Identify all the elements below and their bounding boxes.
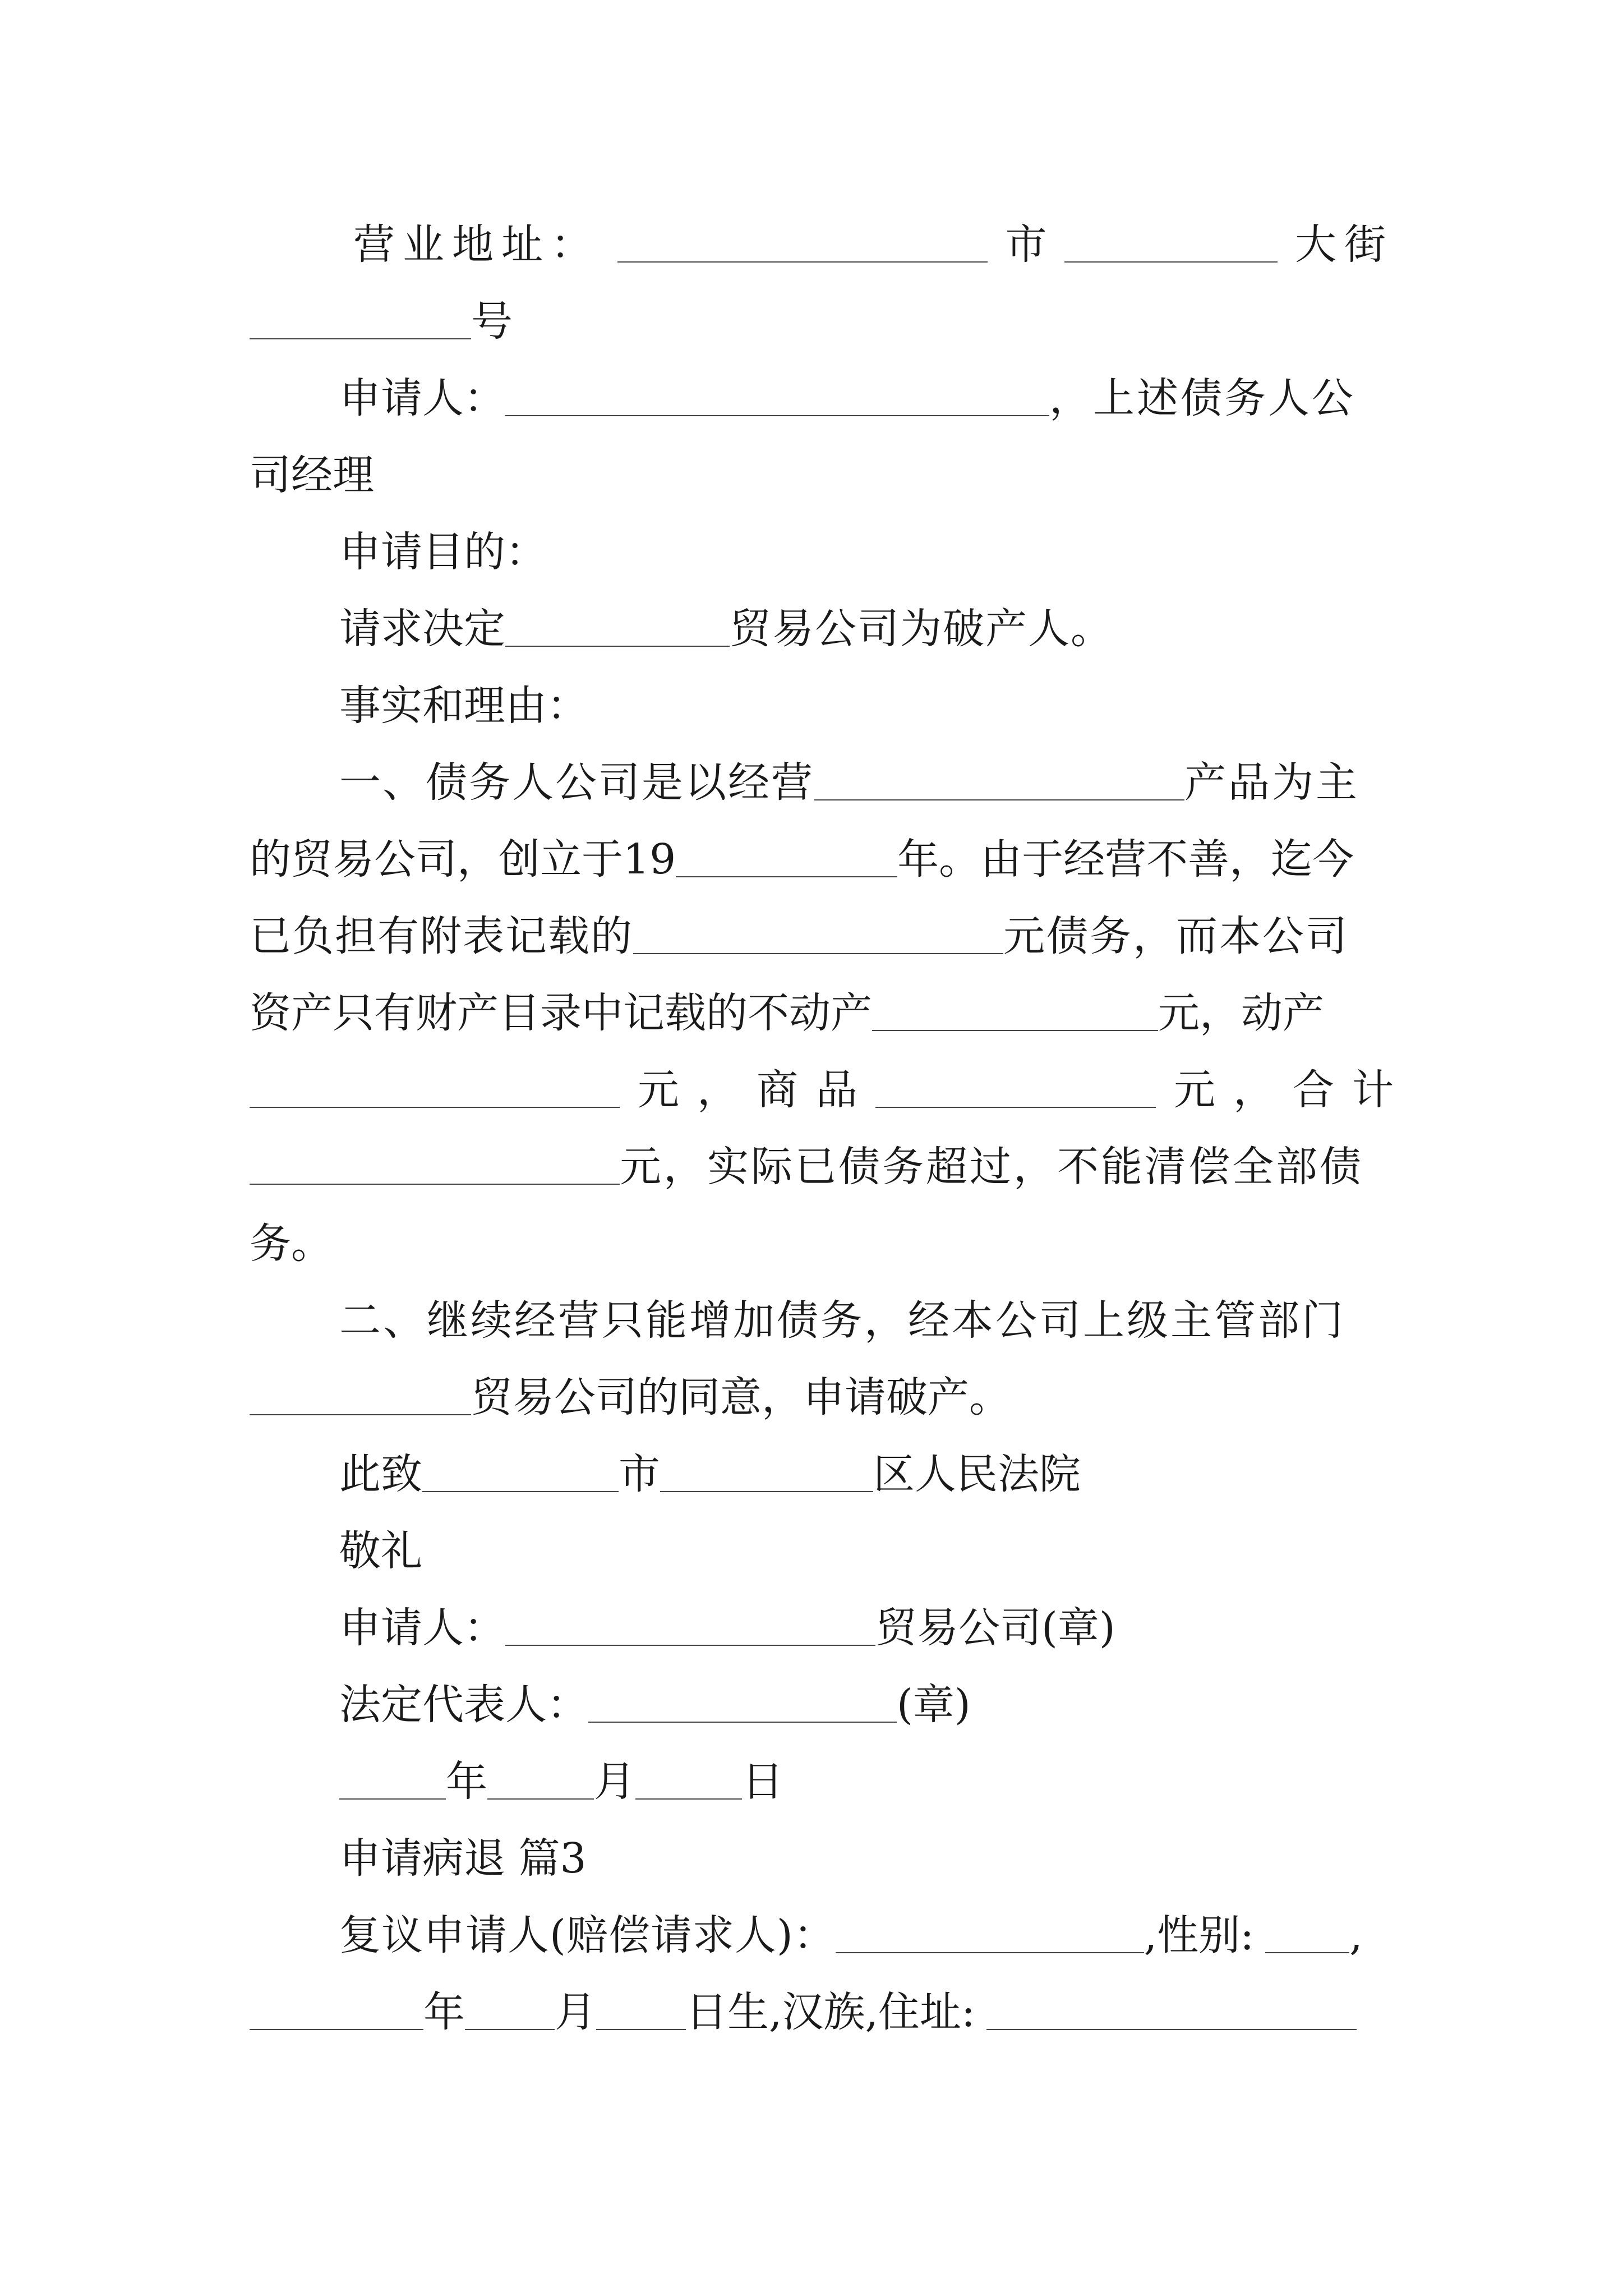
blank-field bbox=[872, 995, 1158, 1031]
request-label: 请求决定 bbox=[339, 605, 505, 653]
section-heading-text: 申请病退 篇3 bbox=[339, 1834, 587, 1883]
amounts-line bbox=[250, 1056, 1394, 1124]
blank-field bbox=[505, 1610, 875, 1646]
salutation-line bbox=[250, 1517, 1394, 1585]
blank-field bbox=[250, 1149, 620, 1185]
facts-heading-text: 事实和理由： bbox=[339, 682, 588, 730]
blank-field bbox=[487, 1764, 594, 1800]
signature-applicant-line bbox=[250, 1594, 1394, 1662]
insolvency-end-line bbox=[250, 1210, 1394, 1277]
legal-rep-label: 法定代表人： bbox=[339, 1681, 588, 1729]
city-label: 市 bbox=[1005, 220, 1047, 269]
business-address-label: 营业地址： bbox=[353, 220, 600, 269]
blank-field bbox=[1064, 227, 1278, 263]
purpose-heading bbox=[250, 518, 1394, 586]
blank-field bbox=[617, 227, 988, 263]
blank-field bbox=[588, 1687, 897, 1723]
street-label: 大街 bbox=[1295, 220, 1394, 269]
applicant-line bbox=[250, 365, 1394, 432]
addressee-line bbox=[250, 1441, 1394, 1508]
insolvency-text: 元，实际已债务超过，不能清偿全部债 bbox=[620, 1143, 1363, 1191]
number-label: 号 bbox=[471, 297, 513, 346]
assets-tail-text: 元，动产 bbox=[1158, 989, 1324, 1037]
founded-text: 的贸易公司，创立于19 bbox=[250, 835, 676, 884]
manager-line bbox=[250, 441, 1394, 509]
date-line bbox=[250, 1748, 1394, 1815]
blank-field bbox=[814, 765, 1184, 800]
comma-text: ， bbox=[697, 1066, 739, 1114]
assets-text: 资产只有财产目录中记载的不动产 bbox=[250, 989, 872, 1037]
debt-text: 已负担有附表记载的 bbox=[250, 912, 633, 960]
blank-field bbox=[465, 1994, 555, 2030]
goods-char-1: 商 bbox=[757, 1066, 798, 1114]
blank-field bbox=[250, 1994, 423, 2030]
request-text: 贸易公司为破产人。 bbox=[730, 605, 1113, 653]
consent-text: 贸易公司的同意，申请破产。 bbox=[471, 1373, 1011, 1421]
company-seal-text: 贸易公司(章) bbox=[875, 1604, 1115, 1652]
salutation-text: 敬礼 bbox=[339, 1527, 422, 1575]
comma-text: ， bbox=[1233, 1066, 1275, 1114]
blank-field bbox=[596, 1994, 686, 2030]
comma-text: , bbox=[1349, 1911, 1363, 1959]
street-number-line bbox=[250, 288, 1394, 355]
city-label: 市 bbox=[619, 1450, 660, 1498]
assets-line bbox=[250, 979, 1394, 1047]
year-label: 年 bbox=[446, 1757, 487, 1806]
founded-tail-text: 年。由于经营不善，迄今 bbox=[897, 835, 1354, 884]
month-label: 月 bbox=[555, 1988, 596, 2036]
blank-field bbox=[339, 1764, 446, 1800]
blank-field bbox=[875, 1072, 1156, 1108]
review-applicant-line bbox=[250, 1902, 1394, 1969]
legal-rep-line bbox=[250, 1671, 1394, 1738]
fact-one-text: 一、债务人公司是以经营 bbox=[339, 758, 814, 807]
applicant-label: 申请人： bbox=[339, 374, 505, 422]
signature-applicant-label: 申请人： bbox=[339, 1604, 505, 1652]
yuan-label: 元 bbox=[638, 1066, 679, 1114]
goods-char-2: 品 bbox=[816, 1066, 857, 1114]
gender-label: ,性别: bbox=[1144, 1911, 1255, 1959]
blank-field bbox=[505, 611, 730, 647]
founded-line bbox=[250, 826, 1394, 893]
birth-address-label: 日生,汉族,住址: bbox=[686, 1988, 975, 2036]
blank-field bbox=[660, 1456, 873, 1492]
fact-two-line bbox=[250, 1287, 1394, 1354]
debt-line bbox=[250, 903, 1394, 970]
blank-field bbox=[250, 1379, 471, 1415]
blank-field bbox=[633, 918, 1003, 954]
fact-one-product-text: 产品为主 bbox=[1184, 758, 1359, 807]
section-heading bbox=[250, 1825, 1394, 1892]
purpose-heading-text: 申请目的： bbox=[339, 528, 547, 576]
insolvency-end-text: 务。 bbox=[250, 1220, 333, 1268]
day-label: 日 bbox=[742, 1757, 783, 1806]
total-char-1: 合 bbox=[1293, 1066, 1334, 1114]
month-label: 月 bbox=[594, 1757, 635, 1806]
blank-field bbox=[422, 1456, 619, 1492]
blank-field bbox=[505, 380, 1049, 416]
legal-rep-seal-text: (章) bbox=[897, 1681, 971, 1729]
court-label: 区人民法院 bbox=[873, 1450, 1081, 1498]
yuan-label: 元 bbox=[1174, 1066, 1215, 1114]
insolvency-line bbox=[250, 1133, 1394, 1200]
blank-field bbox=[250, 303, 471, 339]
facts-heading bbox=[250, 672, 1394, 739]
blank-field bbox=[676, 841, 897, 877]
debt-tail-text: 元债务，而本公司 bbox=[1003, 912, 1349, 960]
blank-field bbox=[836, 1917, 1144, 1953]
fact-two-text: 二、继续经营只能增加债务，经本公司上级主管部门 bbox=[339, 1296, 1345, 1345]
consent-line bbox=[250, 1364, 1394, 1431]
business-address-line bbox=[250, 211, 1394, 278]
blank-field bbox=[1265, 1917, 1349, 1953]
fact-one-line bbox=[250, 749, 1394, 816]
year-label: 年 bbox=[423, 1988, 465, 2036]
manager-text: 司经理 bbox=[250, 451, 374, 499]
blank-field bbox=[635, 1764, 742, 1800]
addressee-label: 此致 bbox=[339, 1450, 422, 1498]
total-char-2: 计 bbox=[1352, 1066, 1394, 1114]
blank-field bbox=[986, 1994, 1357, 2030]
blank-field bbox=[250, 1072, 620, 1108]
birth-address-line bbox=[250, 1978, 1394, 2046]
applicant-role-text: ，上述债务人公 bbox=[1049, 374, 1355, 422]
request-line bbox=[250, 595, 1394, 662]
review-applicant-label: 复议申请人(赔偿请求人)： bbox=[339, 1911, 836, 1959]
